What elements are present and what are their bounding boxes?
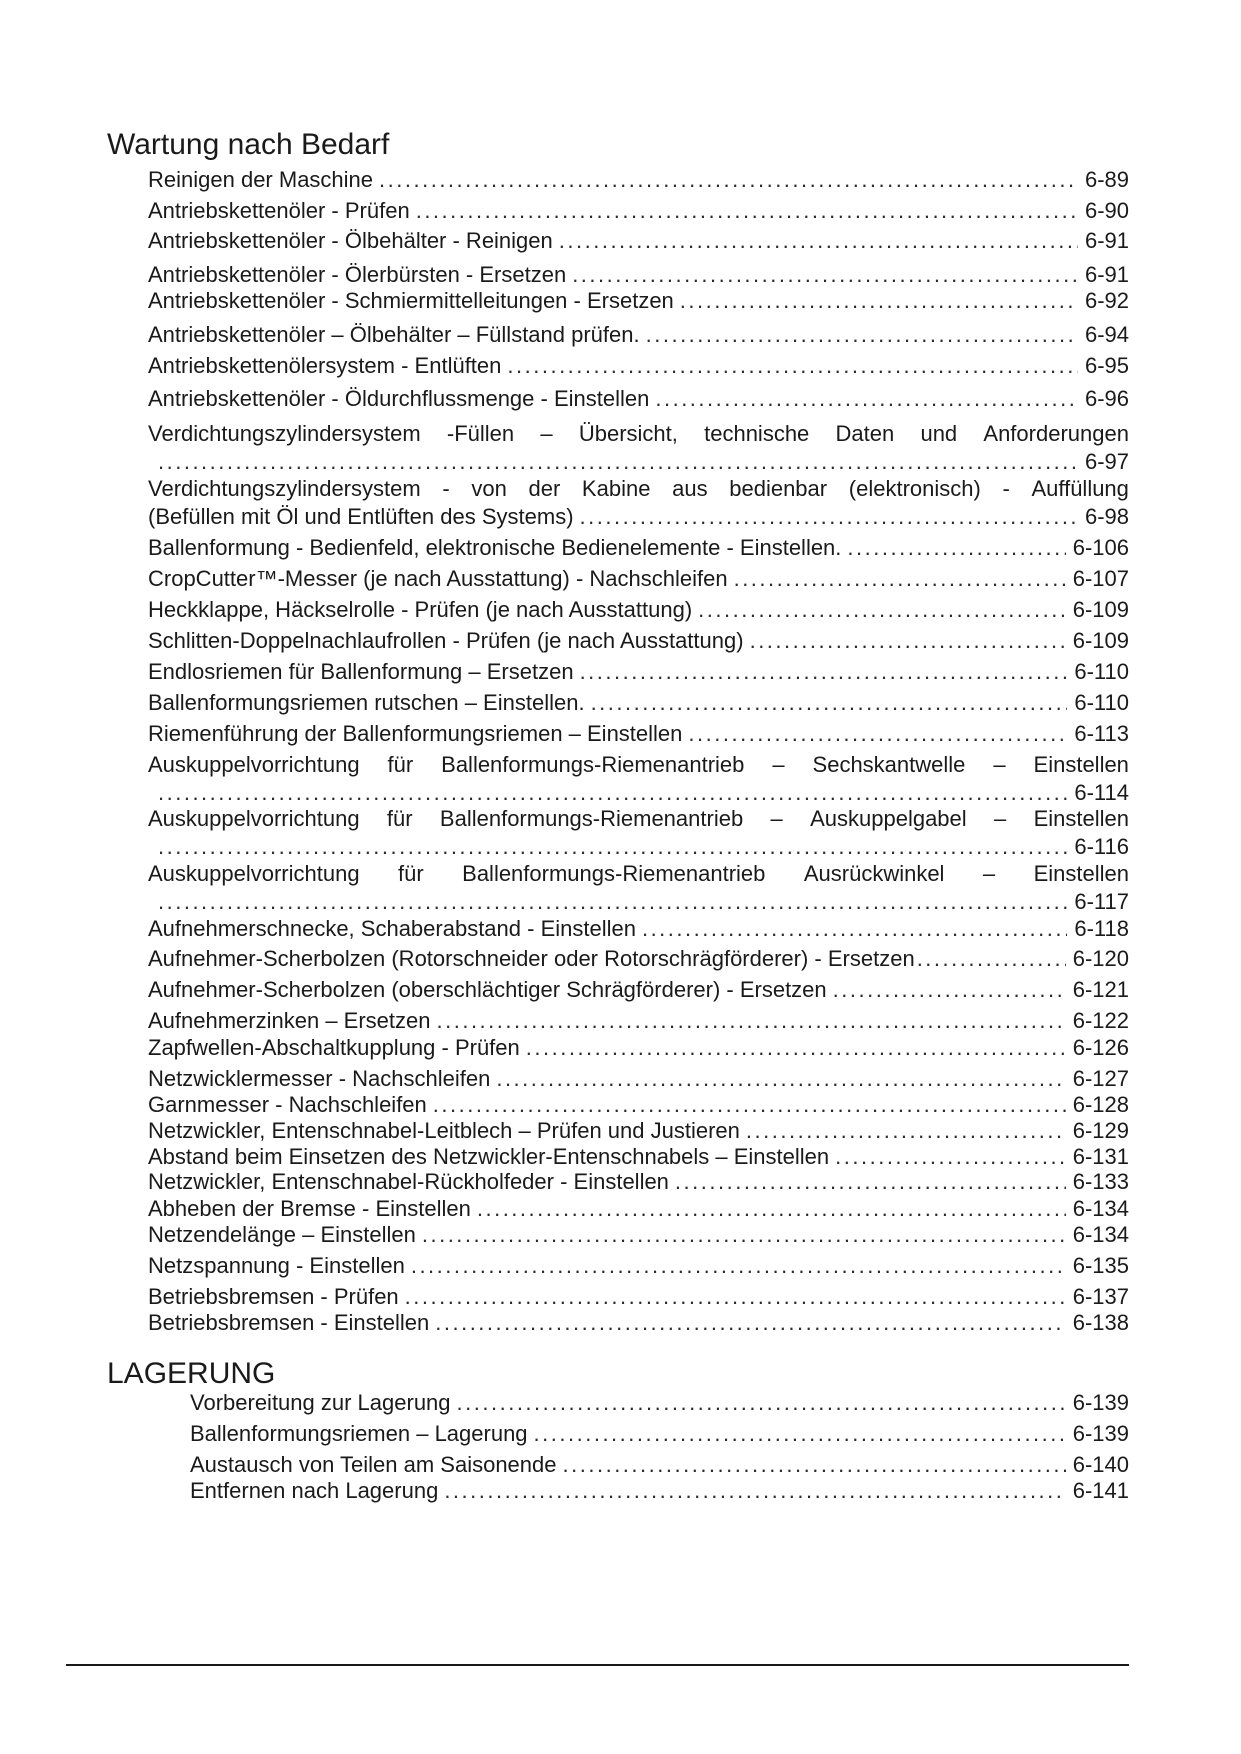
toc-entry-page: 6-91 [1084, 228, 1129, 253]
leader-dots [158, 779, 1067, 807]
leader-dots [835, 1143, 1066, 1171]
toc-entry-label: Verdichtungszylindersystem - von der Kabine aus bedienbar (elektronisch) - Auffüllung [148, 476, 1129, 501]
toc-entry[interactable] [148, 1117, 1129, 1145]
toc-entry-label: Antriebskettenöler - Ölerbürsten - Ersetzen [148, 262, 567, 287]
toc-entry-label: Auskuppelvorrichtung für Ballenformungs-Riemenantrieb Ausrückwinkel – Einstellen [148, 861, 1129, 886]
toc-entry-label: Austausch von Teilen am Saisonende [190, 1452, 557, 1477]
toc-entry-label: Betriebsbremsen - Einstellen [148, 1310, 430, 1335]
leader-dots [680, 287, 1078, 315]
leader-dots [444, 1477, 1065, 1505]
leader-dots [435, 1309, 1065, 1337]
toc-entry-page: 6-89 [1084, 167, 1129, 192]
toc-entry-label: Aufnehmer-Scherbolzen (oberschlächtiger Schrägförderer) - Ersetzen [148, 977, 827, 1002]
leader-dots [433, 1091, 1066, 1119]
footer-divider [66, 1664, 1129, 1666]
toc-entry-label: Antriebskettenöler - Ölbehälter - Reinigen [148, 228, 553, 253]
toc-entry-page: 6-137 [1072, 1284, 1129, 1309]
toc-entry[interactable] [148, 1168, 1129, 1196]
toc-entry[interactable] [148, 1034, 1129, 1062]
toc-entry-page: 6-139 [1072, 1421, 1129, 1446]
leader-dots [422, 1221, 1066, 1249]
leader-dots [559, 227, 1078, 255]
toc-entry[interactable] [148, 227, 1129, 255]
toc-entry-page: 6-96 [1084, 386, 1129, 411]
toc-entry-label: Aufnehmer-Scherbolzen (Rotorschneider oder Rotorschrägförderer) - Ersetzen [148, 946, 915, 971]
toc-entry-page: 6-90 [1084, 198, 1129, 223]
toc-entry-page: 6-109 [1072, 628, 1129, 653]
toc-entry-page: 6-120 [1072, 946, 1129, 971]
toc-entry-label: Zapfwellen-Abschaltkupplung - Prüfen [148, 1035, 520, 1060]
toc-entry[interactable] [190, 1389, 1129, 1417]
toc-entry-label: Schlitten-Doppelnachlaufrollen - Prüfen (je nach Ausstattung) [148, 628, 744, 653]
toc-entry-page: 6-121 [1072, 977, 1129, 1002]
toc-entry[interactable] [148, 596, 1129, 624]
toc-entry[interactable] [148, 1309, 1129, 1337]
toc-entry[interactable] [148, 534, 1129, 562]
toc-entry-page: 6-126 [1072, 1035, 1129, 1060]
toc-entry[interactable] [148, 261, 1129, 289]
leader-dots [405, 1283, 1066, 1311]
toc-entry-label: Netzwickler, Entenschnabel-Leitblech – Prüfen und Justieren [148, 1118, 740, 1143]
toc-entry[interactable] [148, 945, 1129, 973]
toc-entry-page: 6-97 [1084, 449, 1129, 474]
leader-dots [847, 534, 1065, 562]
toc-entry[interactable] [148, 1007, 1129, 1035]
leader-dots [734, 565, 1066, 593]
toc-entry-label: Netzspannung - Einstellen [148, 1253, 405, 1278]
toc-entry-page: 6-140 [1072, 1452, 1129, 1477]
leader-dots [158, 448, 1078, 476]
leader-dots [698, 596, 1066, 624]
toc-entry-label: Antriebskettenöler - Prüfen [148, 198, 410, 223]
toc-entry-page: 6-134 [1072, 1196, 1129, 1221]
toc-entry-leader-line: (Befüllen mit Öl und Entlüften des Systems) ..... 6-98 [148, 503, 1129, 531]
leader-dots [411, 1252, 1066, 1280]
leader-dots [563, 1451, 1066, 1479]
toc-entry-page: 6-133 [1072, 1169, 1129, 1194]
toc-entry[interactable] [148, 689, 1129, 717]
toc-entry-label: Antriebskettenölersystem - Entlüften [148, 353, 502, 378]
toc-entry-page: 6-128 [1072, 1092, 1129, 1117]
toc-entry[interactable] [190, 1420, 1129, 1448]
toc-entry-leader-line [148, 833, 1129, 861]
toc-entry-label: Auskuppelvorrichtung für Ballenformungs-Riemenantrieb – Sechskantwelle – Einstellen [148, 752, 1129, 777]
leader-dots [833, 976, 1066, 1004]
toc-entry[interactable] [148, 720, 1129, 748]
toc-entry[interactable] [148, 166, 1129, 194]
toc-entry[interactable] [148, 352, 1129, 380]
toc-entry-label: Antriebskettenöler - Öldurchflussmenge - Einstellen [148, 386, 650, 411]
leader-dots [917, 945, 1066, 973]
toc-entry-label: Antriebskettenöler - Schmiermittelleitungen - Ersetzen [148, 288, 674, 313]
toc-entry-page: 6-116 [1074, 834, 1129, 859]
toc-entry-page: 6-98 [1084, 504, 1129, 529]
toc-entry-label: Ballenformung - Bedienfeld, elektronische Bedienelemente - Einstellen. [148, 535, 842, 560]
toc-entry-page: 6-131 [1072, 1144, 1129, 1169]
toc-entry-label: Antriebskettenöler – Ölbehälter – Füllstand prüfen. [148, 322, 640, 347]
toc-entry-page: 6-141 [1072, 1478, 1129, 1503]
toc-entry[interactable] [148, 1252, 1129, 1280]
toc-entry-page: 6-138 [1072, 1310, 1129, 1335]
toc-entry-page: 6-94 [1084, 322, 1129, 347]
toc-entry[interactable] [148, 1283, 1129, 1311]
toc-entry-page: 6-114 [1074, 780, 1129, 805]
leader-dots [437, 1007, 1066, 1035]
toc-entry[interactable] [148, 1065, 1129, 1093]
leader-dots [591, 689, 1068, 717]
toc-entry-label: Ballenformungsriemen – Lagerung [190, 1421, 528, 1446]
toc-entry[interactable] [190, 1477, 1129, 1505]
section-title: LAGERUNG [107, 1357, 276, 1390]
toc-entry[interactable] [148, 658, 1129, 686]
toc-entry-label: Abheben der Bremse - Einstellen [148, 1196, 471, 1221]
leader-dots [534, 1420, 1066, 1448]
leader-dots [646, 321, 1078, 349]
toc-entry[interactable] [190, 1451, 1129, 1479]
toc-entry-page: 6-139 [1072, 1390, 1129, 1415]
toc-entry-page: 6-109 [1072, 597, 1129, 622]
toc-entry-page: 6-110 [1074, 659, 1129, 684]
leader-dots [580, 503, 1078, 531]
leader-dots [642, 915, 1067, 943]
toc-entry-label: Netzwickler, Entenschnabel-Rückholfeder - Einstellen [148, 1169, 669, 1194]
leader-dots [580, 658, 1068, 686]
toc-entry-label: CropCutter™-Messer (je nach Ausstattung) - Nachschleifen [148, 566, 728, 591]
leader-dots [688, 720, 1067, 748]
toc-entry-leader-line [148, 779, 1129, 807]
toc-entry-page: 6-106 [1072, 535, 1129, 560]
toc-entry-label: Heckklappe, Häckselrolle - Prüfen (je nach Ausstattung) [148, 597, 693, 622]
toc-entry-label: Auskuppelvorrichtung für Ballenformungs-Riemenantrieb – Auskuppelgabel – Einstellen [148, 806, 1129, 831]
section-title: Wartung nach Bedarf [107, 128, 390, 161]
leader-dots [158, 888, 1067, 916]
toc-entry[interactable] [148, 915, 1129, 943]
toc-entry[interactable] [148, 385, 1129, 413]
toc-entry[interactable] [148, 287, 1129, 315]
leader-dots [416, 197, 1078, 225]
leader-dots [746, 1117, 1066, 1145]
toc-entry-page: 6-107 [1072, 566, 1129, 591]
toc-entry-page: 6-117 [1074, 889, 1129, 914]
toc-entry-page: 6-127 [1072, 1066, 1129, 1091]
toc-entry[interactable] [148, 627, 1129, 655]
toc-entry-page: 6-91 [1084, 262, 1129, 287]
toc-entry-label: Betriebsbremsen - Prüfen [148, 1284, 399, 1309]
toc-entry-label: Verdichtungszylindersystem -Füllen – Übersicht, technische Daten und Anforderungen [148, 421, 1129, 446]
leader-dots [477, 1195, 1066, 1223]
toc-entry-label: Entfernen nach Lagerung [190, 1478, 439, 1503]
leader-dots [158, 833, 1067, 861]
leader-dots [457, 1389, 1066, 1417]
leader-dots [572, 261, 1078, 289]
toc-entry-label: Netzendelänge – Einstellen [148, 1222, 416, 1247]
toc-entry[interactable] [148, 197, 1129, 225]
toc-entry[interactable] [148, 1143, 1129, 1171]
leader-dots [496, 1065, 1065, 1093]
leader-dots [507, 352, 1078, 380]
leader-dots [526, 1034, 1066, 1062]
toc-entry[interactable] [148, 565, 1129, 593]
toc-entry-page: 6-135 [1072, 1253, 1129, 1278]
leader-dots [675, 1168, 1066, 1196]
toc-entry[interactable] [148, 976, 1129, 1004]
toc-entry-page: 6-110 [1074, 690, 1129, 715]
toc-entry-label: Aufnehmerschnecke, Schaberabstand - Einstellen [148, 916, 636, 941]
toc-entry-label: Garnmesser - Nachschleifen [148, 1092, 427, 1117]
toc-entry-label: Endlosriemen für Ballenformung – Ersetzen [148, 659, 574, 684]
toc-entry-page: 6-95 [1084, 353, 1129, 378]
toc-entry-label: Reinigen der Maschine [148, 167, 374, 192]
toc-entry-label: Abstand beim Einsetzen des Netzwickler-Entenschnabels – Einstellen [148, 1144, 830, 1169]
toc-entry-label: Ballenformungsriemen rutschen – Einstellen. [148, 690, 585, 715]
leader-dots [379, 166, 1078, 194]
toc-entry[interactable] [148, 321, 1129, 349]
toc-entry-leader-line [148, 888, 1129, 916]
toc-entry-label: Aufnehmerzinken – Ersetzen [148, 1008, 431, 1033]
toc-entry-label: Netzwicklermesser - Nachschleifen [148, 1066, 491, 1091]
toc-entry-page: 6-113 [1074, 721, 1129, 746]
toc-entry[interactable] [148, 1195, 1129, 1223]
toc-entry-leader-line [148, 448, 1129, 476]
toc-entry-page: 6-122 [1072, 1008, 1129, 1033]
toc-entry-page: 6-92 [1084, 288, 1129, 313]
toc-entry-label: Riemenführung der Ballenformungsriemen – Einstellen [148, 721, 683, 746]
toc-entry[interactable] [148, 1221, 1129, 1249]
toc-entry-page: 6-118 [1074, 916, 1129, 941]
toc-entry-page: 6-134 [1072, 1222, 1129, 1247]
toc-entry-label: Vorbereitung zur Lagerung [190, 1390, 451, 1415]
toc-entry-page: 6-129 [1072, 1118, 1129, 1143]
toc-entry[interactable] [148, 1091, 1129, 1119]
leader-dots [655, 385, 1078, 413]
leader-dots [750, 627, 1066, 655]
